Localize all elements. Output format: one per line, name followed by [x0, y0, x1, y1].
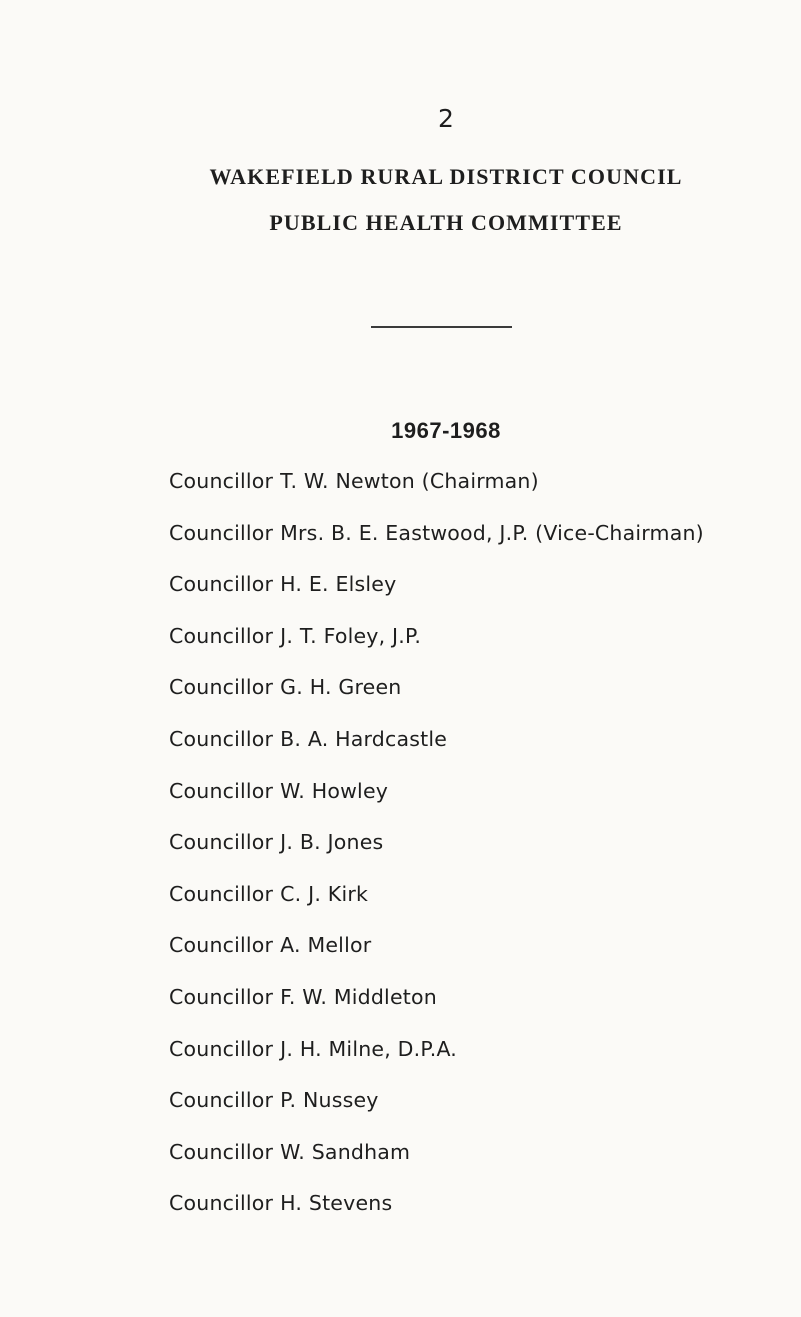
member-name: W. Sandham [280, 1139, 411, 1164]
member-name: T. W. Newton (Chairman) [280, 469, 539, 493]
member-prefix: Councillor [169, 1139, 274, 1164]
member-prefix: Councillor [169, 830, 274, 855]
council-title: WAKEFIELD RURAL DISTRICT COUNCIL [209, 164, 683, 189]
page-number: 2 [438, 104, 454, 133]
list-item [169, 672, 704, 724]
list-item [169, 621, 704, 673]
list-item [169, 1034, 704, 1086]
list-item [169, 569, 704, 621]
member-prefix: Councillor [169, 778, 274, 803]
list-item [169, 982, 704, 1034]
list-item [169, 879, 704, 931]
member-prefix: Councillor [169, 520, 274, 545]
list-item [169, 776, 704, 828]
member-prefix: Councillor [169, 984, 274, 1009]
member-prefix: Councillor [169, 933, 274, 958]
member-name: J. B. Jones [280, 830, 384, 855]
member-list [169, 466, 704, 1240]
member-name: H. E. Elsley [280, 572, 397, 597]
member-prefix: Councillor [169, 675, 274, 700]
list-item [169, 1188, 704, 1240]
list-item [169, 1137, 704, 1189]
list-item [169, 466, 704, 518]
member-prefix: Councillor [169, 1088, 274, 1113]
list-item [169, 518, 704, 570]
member-name: H. Stevens [280, 1191, 393, 1216]
list-item [169, 1085, 704, 1137]
member-prefix: Councillor [169, 572, 274, 597]
member-prefix: Councillor [169, 726, 274, 751]
member-name: P. Nussey [280, 1088, 379, 1113]
member-name: W. Howley [280, 778, 389, 803]
member-name: Mrs. B. E. Eastwood, J.P. (Vice-Chairman) [280, 520, 704, 545]
year-heading: 1967-1968 [391, 418, 501, 443]
member-name: J. H. Milne, D.P.A. [280, 1036, 458, 1061]
member-name: B. A. Hardcastle [280, 726, 448, 751]
list-item [169, 724, 704, 776]
member-prefix: Councillor [169, 623, 274, 648]
committee-title: PUBLIC HEALTH COMMITTEE [269, 210, 623, 235]
member-name: C. J. Kirk [280, 881, 369, 906]
list-item [169, 930, 704, 982]
member-prefix: Councillor [169, 1191, 274, 1216]
member-prefix: Councillor [169, 469, 274, 493]
member-name: A. Mellor [280, 933, 372, 958]
member-prefix: Councillor [169, 1036, 274, 1061]
member-name: J. T. Foley, J.P. [280, 623, 422, 648]
list-item [169, 827, 704, 879]
member-name: F. W. Middleton [280, 984, 437, 1009]
divider-rule [371, 326, 512, 328]
member-name: G. H. Green [280, 675, 402, 700]
member-prefix: Councillor [169, 881, 274, 906]
